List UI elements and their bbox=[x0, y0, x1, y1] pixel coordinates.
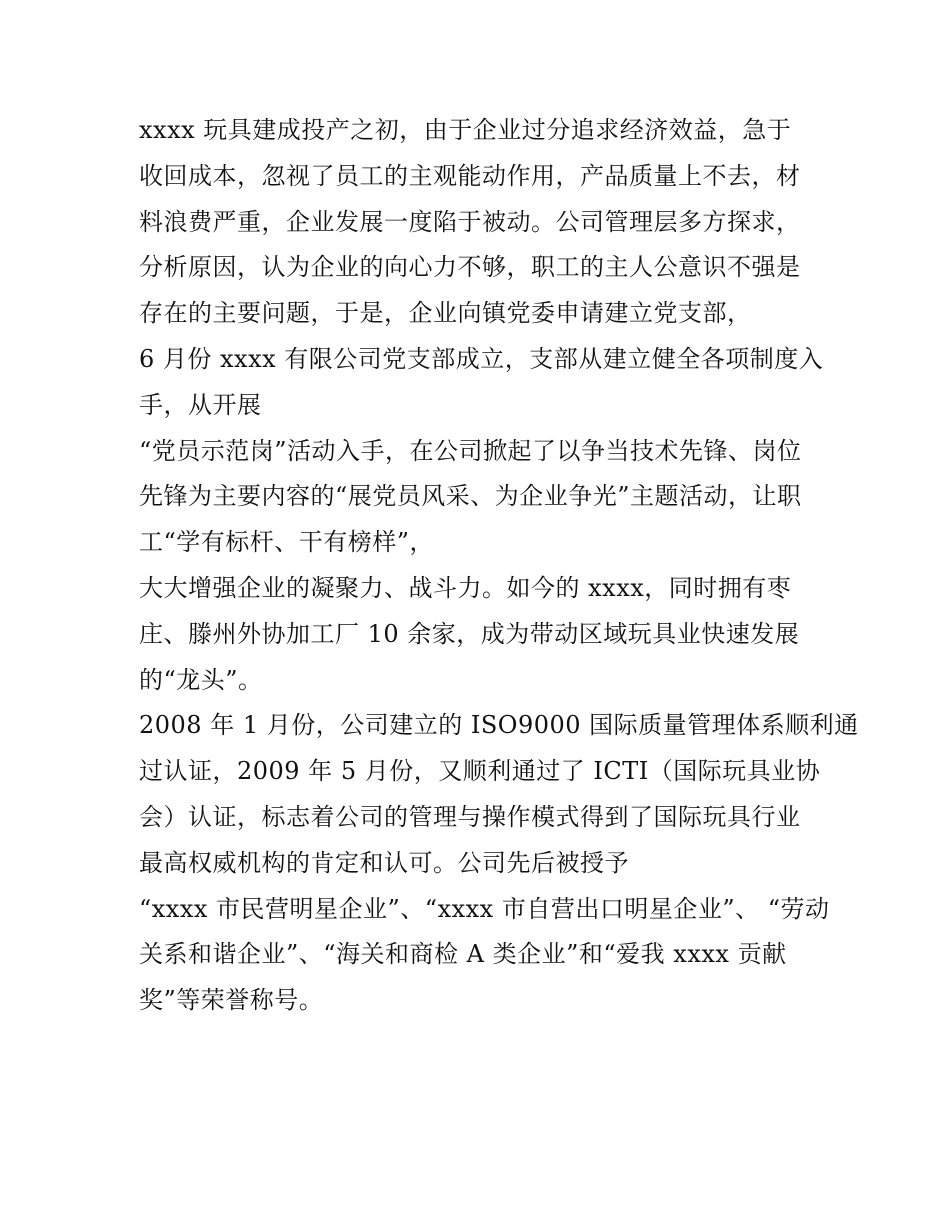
text-line-17: 最高权威机构的肯定和认可。公司先后被授予 bbox=[139, 848, 629, 877]
text-line-16: 会）认证，标志着公司的管理与操作模式得到了国际玩具行业 bbox=[139, 802, 801, 831]
text-line-7: 手，从开展 bbox=[139, 390, 262, 419]
text-line-8: “党员示范岗”活动入手，在公司掀起了以争当技术先锋、岗位 bbox=[139, 436, 802, 465]
text-line-18: “xxxx 市民营明星企业”、“xxxx 市自营出口明星企业”、 “劳动 bbox=[139, 894, 830, 923]
text-line-3: 料浪费严重，企业发展一度陷于被动。公司管理层多方探求， bbox=[139, 207, 801, 236]
text-line-4: 分析原因，认为企业的向心力不够，职工的主人公意识不强是 bbox=[139, 253, 801, 282]
text-line-19: 关系和谐企业”、“海关和商检 A 类企业”和“爱我 xxxx 贡献 bbox=[139, 940, 787, 969]
text-line-1: xxxx 玩具建成投产之初，由于企业过分追求经济效益，急于 bbox=[139, 116, 792, 144]
text-line-14: 2008 年 1 月份，公司建立的 ISO9000 国际质量管理体系顺利通 bbox=[139, 711, 859, 740]
text-line-12: 庄、滕州外协加工厂 10 余家，成为带动区域玩具业快速发展 bbox=[139, 619, 800, 648]
text-line-11: 大大增强企业的凝聚力、战斗力。如今的 xxxx，同时拥有枣 bbox=[139, 573, 792, 602]
text-line-15: 过认证，2009 年 5 月份，又顺利通过了 ICTI（国际玩具业协 bbox=[139, 757, 821, 786]
text-line-6: 6 月份 xxxx 有限公司党支部成立，支部从建立健全各项制度入 bbox=[139, 344, 824, 373]
text-line-2: 收回成本，忽视了员工的主观能动作用，产品质量上不去，材 bbox=[139, 161, 801, 190]
body-text bbox=[139, 108, 859, 1024]
text-line-10: 工“学有标杆、干有榜样”， bbox=[139, 528, 435, 557]
text-line-20: 奖”等荣誉称号。 bbox=[139, 986, 324, 1015]
text-line-5: 存在的主要问题，于是，企业向镇党委申请建立党支部， bbox=[139, 299, 752, 328]
text-line-9: 先锋为主要内容的“展党员风采、为企业争光”主题活动，让职 bbox=[139, 482, 802, 511]
text-line-13: 的“龙头”。 bbox=[139, 665, 263, 694]
